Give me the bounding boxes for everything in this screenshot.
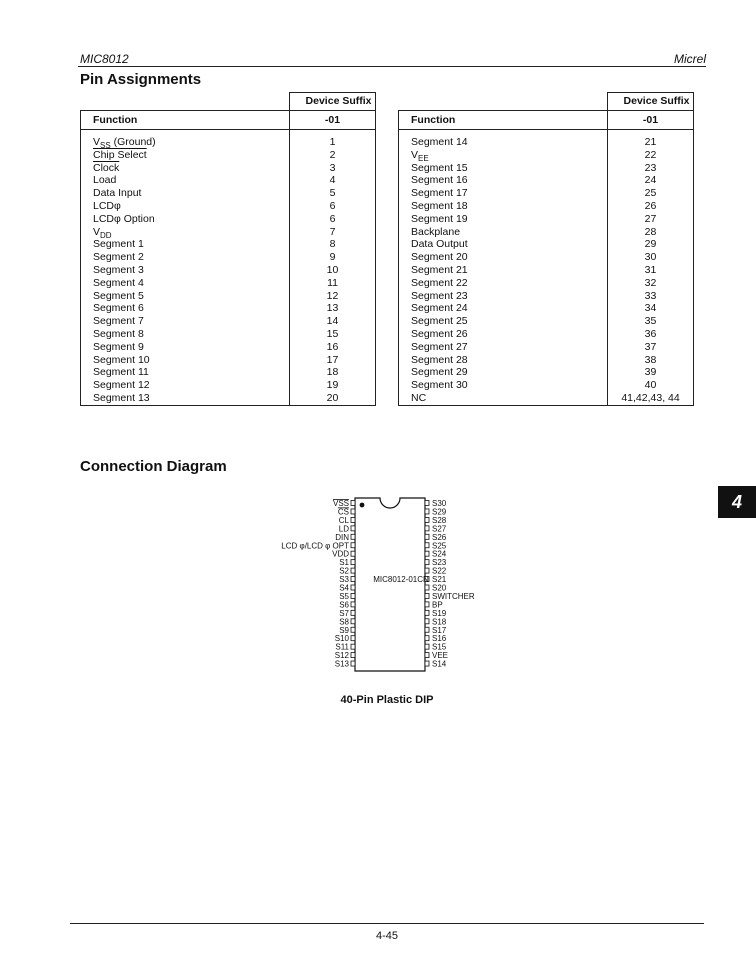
pin-left	[351, 543, 355, 548]
page-number: 4-45	[375, 930, 399, 942]
pin-row	[399, 149, 694, 162]
pin-row	[81, 149, 376, 162]
pin-row	[81, 174, 376, 187]
pin-function: Segment 22	[399, 277, 608, 290]
pin-left	[351, 653, 355, 658]
pin-row	[399, 354, 694, 367]
pin-function: Segment 12	[81, 379, 290, 392]
pin-number: 11	[290, 277, 376, 290]
pin-label-right: S21	[432, 575, 447, 585]
pin-label-left: S7	[339, 608, 349, 618]
pin-function: Clock	[81, 162, 290, 175]
header-blank-cell	[399, 93, 608, 111]
chip-part-label: MIC8012-01CN	[373, 575, 429, 585]
pin-label-right: S29	[432, 507, 447, 517]
pin-number: 40	[608, 379, 694, 392]
pin-number: 14	[290, 315, 376, 328]
device-suffix-header: Device Suffix	[608, 93, 694, 111]
pin-right	[425, 585, 429, 590]
pin-left	[351, 636, 355, 641]
pin1-indicator	[360, 503, 365, 508]
pin-row	[399, 290, 694, 303]
pin-right	[425, 653, 429, 658]
pin-left	[351, 577, 355, 582]
pin-function: Segment 27	[399, 341, 608, 354]
pin-number: 22	[608, 149, 694, 162]
pin-left	[351, 610, 355, 615]
pin-right	[425, 551, 429, 556]
pin-number: 17	[290, 354, 376, 367]
pin-function: Segment 9	[81, 341, 290, 354]
pin-number: 15	[290, 328, 376, 341]
pin-label-right: S28	[432, 515, 447, 525]
pin-number: 29	[608, 238, 694, 251]
pin-right	[425, 543, 429, 548]
device-suffix-header: Device Suffix	[290, 93, 376, 111]
pin-label-left: DIN	[335, 532, 349, 542]
pin-function: Segment 18	[399, 200, 608, 213]
pin-function: Segment 28	[399, 354, 608, 367]
connection-diagram-title: Connection Diagram	[80, 458, 227, 475]
pin-row	[399, 341, 694, 354]
pin-label-right: S30	[432, 499, 447, 508]
pin-number: 41,42,43, 44	[608, 392, 694, 405]
pin-function: Data Input	[81, 187, 290, 200]
pin-function: Load	[81, 174, 290, 187]
pin-row	[81, 290, 376, 303]
pin-table-right	[398, 92, 694, 406]
pin-row	[81, 264, 376, 277]
pin-label-right: S25	[432, 541, 447, 551]
pin-right	[425, 509, 429, 514]
pin-function: Data Output	[399, 238, 608, 251]
pin-function: Segment 3	[81, 264, 290, 277]
pin-number: 39	[608, 366, 694, 379]
dip-body	[355, 498, 425, 671]
pin-label-left: VSS	[332, 499, 349, 508]
pin-row	[399, 366, 694, 379]
pin-function: Segment 14	[399, 136, 608, 149]
pin-row	[399, 162, 694, 175]
section-tab: 4	[718, 486, 756, 518]
pin-function: Segment 4	[81, 277, 290, 290]
pin-label-right: S16	[432, 634, 447, 644]
pin-left	[351, 585, 355, 590]
pin-number: 7	[290, 226, 376, 239]
pin-row	[399, 174, 694, 187]
pin-number: 23	[608, 162, 694, 175]
pin-row	[81, 200, 376, 213]
pin-number: 32	[608, 277, 694, 290]
pin-number: 5	[290, 187, 376, 200]
pin-label-left: S2	[339, 566, 349, 576]
pin-right	[425, 593, 429, 598]
pin-number: 18	[290, 366, 376, 379]
pin-function: Segment 1	[81, 238, 290, 251]
pin-row	[81, 187, 376, 200]
pin-label-right: S20	[432, 583, 447, 593]
pin-function: Segment 11	[81, 366, 290, 379]
pin-number: 10	[290, 264, 376, 277]
pin-function: Segment 6	[81, 302, 290, 315]
footer-rule	[70, 923, 704, 924]
pin-label-left: S11	[335, 642, 349, 652]
pin-row	[399, 302, 694, 315]
pin-label-left: S4	[339, 583, 349, 593]
pin-number: 26	[608, 200, 694, 213]
suffix-value-header: -01	[290, 111, 376, 130]
pin-row	[81, 392, 376, 405]
pin-right	[425, 636, 429, 641]
pin-number: 37	[608, 341, 694, 354]
pin-row	[399, 315, 694, 328]
pin-left	[351, 509, 355, 514]
pin-label-left: S9	[339, 625, 349, 635]
pin-assignments-title: Pin Assignments	[80, 71, 202, 88]
pin-left	[351, 501, 355, 506]
pin-label-right: S22	[432, 566, 447, 576]
pin-number: 19	[290, 379, 376, 392]
pin-row	[81, 162, 376, 175]
pin-label-right: S14	[432, 659, 447, 669]
pin-left	[351, 661, 355, 666]
pin-label-left: LCD φ/LCD φ OPT	[281, 541, 349, 551]
pin-left	[351, 517, 355, 522]
pin-row	[399, 213, 694, 226]
pin-function: Segment 20	[399, 251, 608, 264]
pin-row	[81, 366, 376, 379]
pin-function: Segment 5	[81, 290, 290, 303]
pin-number: 6	[290, 213, 376, 226]
pin-right	[425, 644, 429, 649]
pin-number: 24	[608, 174, 694, 187]
pin-function: Segment 26	[399, 328, 608, 341]
pin-label-left: LD	[338, 524, 349, 534]
pin-label-left: S3	[339, 575, 349, 585]
pin-function: Segment 15	[399, 162, 608, 175]
function-header: Function	[81, 111, 290, 130]
pin-row	[81, 251, 376, 264]
header-company: Micrel	[674, 52, 706, 66]
pin-number: 16	[290, 341, 376, 354]
pin-right	[425, 627, 429, 632]
pin-function: NC	[399, 392, 608, 405]
pin-row	[399, 187, 694, 200]
pin-right	[425, 560, 429, 565]
pin-label-right: BP	[432, 600, 443, 610]
pin-row	[399, 136, 694, 149]
pin-label-left: S6	[339, 600, 349, 610]
pin-function: Segment 23	[399, 290, 608, 303]
pin-right	[425, 501, 429, 506]
pin-row	[399, 392, 694, 405]
pin-function: Segment 29	[399, 366, 608, 379]
pin-label-left: S8	[339, 617, 349, 627]
pin-number: 34	[608, 302, 694, 315]
pin-function: Segment 7	[81, 315, 290, 328]
pin-left	[351, 619, 355, 624]
pin-row	[81, 302, 376, 315]
pin-function: $V_{DD}$	[81, 226, 290, 239]
pin-number: 12	[290, 290, 376, 303]
pin-right	[425, 534, 429, 539]
pin-left	[351, 644, 355, 649]
pin-label-left: S1	[339, 558, 349, 568]
pin-right	[425, 602, 429, 607]
pin-number: 2	[290, 149, 376, 162]
pin-function: $V_{SS}$ (Ground)	[81, 136, 290, 149]
pin-function: Backplane	[399, 226, 608, 239]
pin-number: 38	[608, 354, 694, 367]
pin-function: Segment 8	[81, 328, 290, 341]
pin-number: 21	[608, 136, 694, 149]
pin-row	[399, 238, 694, 251]
pin-number: 4	[290, 174, 376, 187]
pin-number: 35	[608, 315, 694, 328]
pin-number: 3	[290, 162, 376, 175]
pin-label-right: SWITCHER	[432, 591, 475, 601]
pin-number: 20	[290, 392, 376, 405]
pin-row	[399, 226, 694, 239]
pin-function: LCDφ Option	[81, 213, 290, 226]
pin-function: Segment 16	[399, 174, 608, 187]
pin-label-right: VEE	[432, 651, 449, 661]
pin-number: 8	[290, 238, 376, 251]
pin-row	[399, 251, 694, 264]
diagram-caption: 40-Pin Plastic DIP	[340, 694, 434, 706]
pin-row	[81, 328, 376, 341]
pin-row	[399, 277, 694, 290]
pin-left	[351, 627, 355, 632]
pin-row	[81, 315, 376, 328]
pin-function: Segment 10	[81, 354, 290, 367]
pin-label-left: S12	[334, 651, 349, 661]
pin-row	[81, 341, 376, 354]
pin-right	[425, 517, 429, 522]
pin-left	[351, 534, 355, 539]
pin-row	[399, 200, 694, 213]
function-header: Function	[399, 111, 608, 130]
pin-label-left: CL	[338, 515, 349, 525]
header-rule	[78, 66, 706, 67]
pin-function: LCDφ	[81, 200, 290, 213]
pin-left	[351, 593, 355, 598]
pin-label-right: S18	[432, 617, 447, 627]
pin-left	[351, 602, 355, 607]
pin-number: 9	[290, 251, 376, 264]
pin-right	[425, 526, 429, 531]
pin-function: Chip Select	[81, 149, 290, 162]
pin-number: 25	[608, 187, 694, 200]
pin-number: 13	[290, 302, 376, 315]
pin-number: 1	[290, 136, 376, 149]
pin-row	[81, 354, 376, 367]
pin-row	[81, 238, 376, 251]
pin-row	[81, 136, 376, 149]
pin-row	[399, 264, 694, 277]
header-blank-cell	[81, 93, 290, 111]
pin-left	[351, 560, 355, 565]
pin-row	[81, 213, 376, 226]
pin-label-right: S17	[432, 625, 447, 635]
pin-row	[81, 226, 376, 239]
pin-function: Segment 25	[399, 315, 608, 328]
pin-number: 31	[608, 264, 694, 277]
pin-number: 33	[608, 290, 694, 303]
pin-function: Segment 2	[81, 251, 290, 264]
pin-label-left: CS	[337, 507, 349, 517]
pin-number: 36	[608, 328, 694, 341]
pin-label-right: S26	[432, 532, 447, 542]
pin-left	[351, 526, 355, 531]
pin-label-right: S23	[432, 558, 447, 568]
pin-label-left: VDD	[332, 549, 349, 559]
pin-row	[81, 277, 376, 290]
suffix-value-header: -01	[608, 111, 694, 130]
pin-row	[399, 328, 694, 341]
pin-label-right: S19	[432, 608, 447, 618]
pin-function: Segment 30	[399, 379, 608, 392]
pin-function: Segment 13	[81, 392, 290, 405]
pin-label-left: S13	[334, 659, 349, 669]
pin-row	[399, 379, 694, 392]
pin-right	[425, 568, 429, 573]
pin-number: 28	[608, 226, 694, 239]
pin-label-right: S27	[432, 524, 447, 534]
pin-label-left: S5	[339, 591, 349, 601]
pin-function: $V_{EE}$	[399, 149, 608, 162]
pin-right	[425, 661, 429, 666]
header-part-number: MIC8012	[80, 52, 129, 66]
pin-number: 27	[608, 213, 694, 226]
pin-label-left: S10	[334, 634, 349, 644]
pin-left	[351, 551, 355, 556]
dip-package-diagram	[270, 492, 510, 678]
pin-right	[425, 610, 429, 615]
pin-row	[81, 379, 376, 392]
pin-function: Segment 21	[399, 264, 608, 277]
pin-right	[425, 619, 429, 624]
pin-label-right: S15	[432, 642, 447, 652]
pin-number: 6	[290, 200, 376, 213]
pin-function: Segment 24	[399, 302, 608, 315]
pin-table-left	[80, 92, 376, 406]
pin-label-right: S24	[432, 549, 447, 559]
pin-left	[351, 568, 355, 573]
pin-function: Segment 17	[399, 187, 608, 200]
pin-number: 30	[608, 251, 694, 264]
pin-function: Segment 19	[399, 213, 608, 226]
